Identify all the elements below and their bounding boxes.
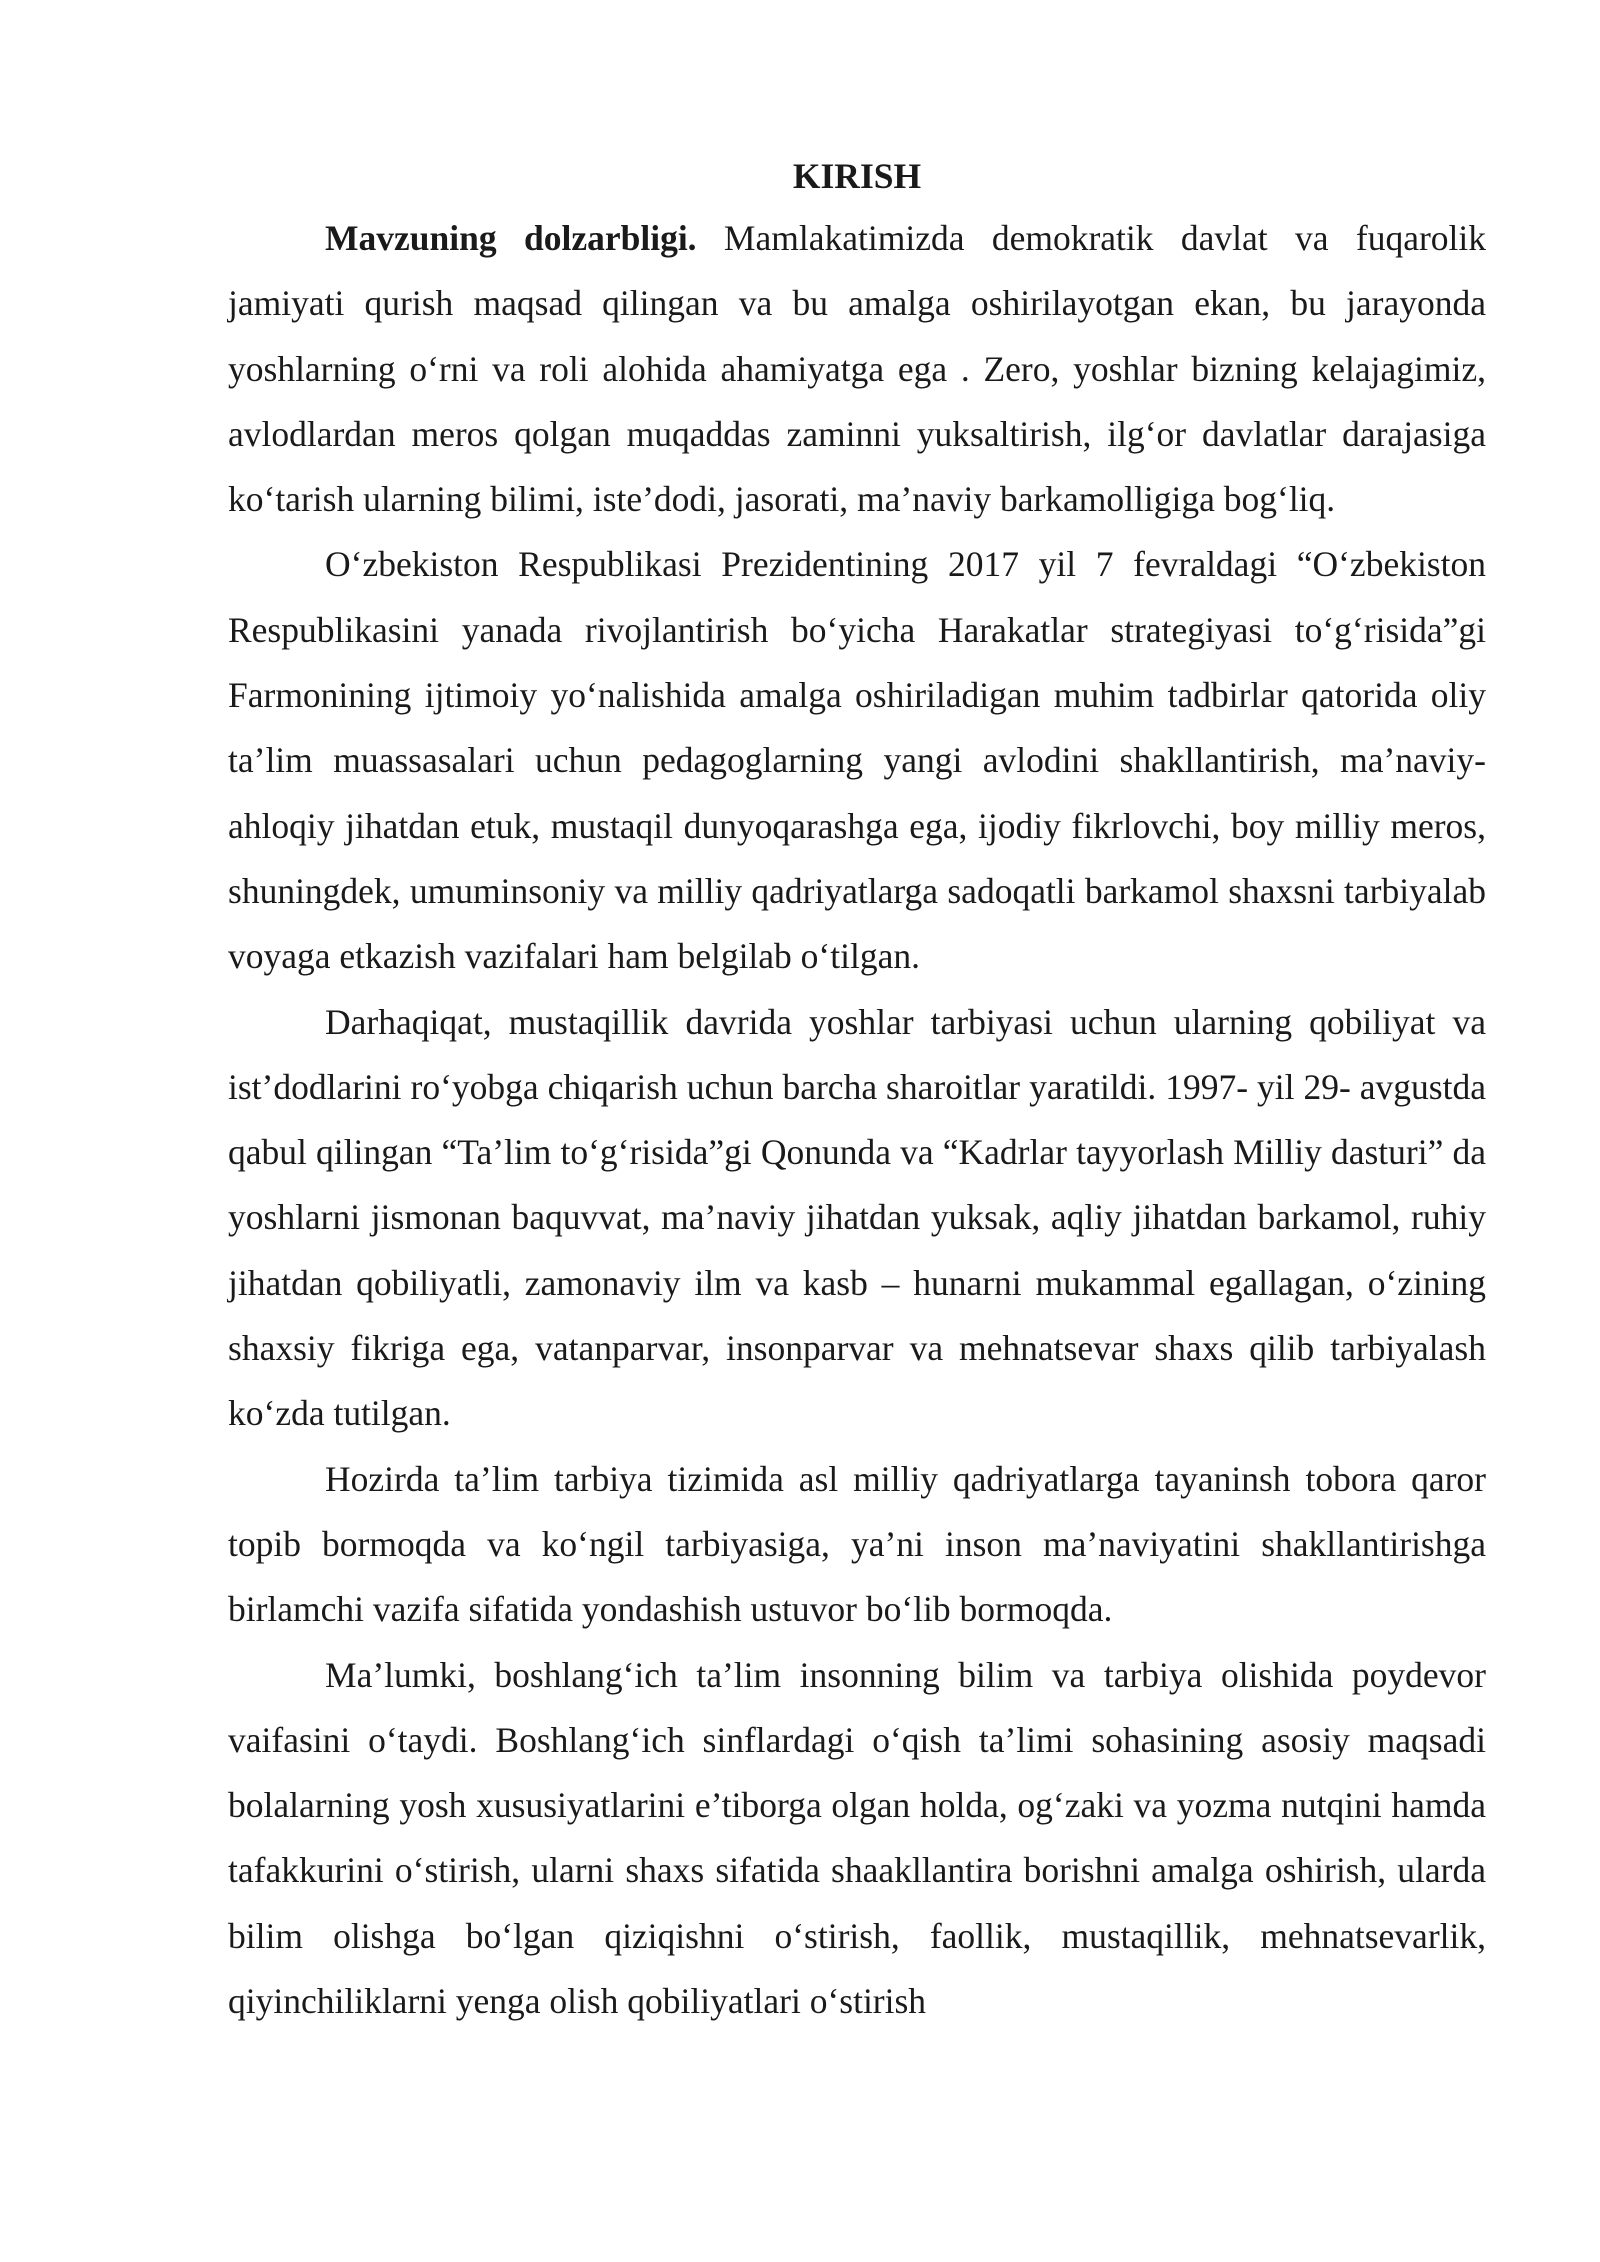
paragraph-text: Mamlakatimizda demokratik davlat va fuqarolik jamiyati qurish maqsad qilingan va bu amalga oshirilayotgan ekan, bu jarayonda yoshlarning o‘rni va roli alohida ahamiyatga ega . Zero, yoshlar bizning kelajagimiz, avlodlardan meros qolgan muqaddas zaminni yuksaltirish, ilg‘or davlatlar darajasiga ko‘tarish ularning bilimi, iste’dodi, jasorati, ma’naviy barkamolligiga bog‘liq. bbox=[228, 218, 1486, 520]
paragraph-text: Hozirda ta’lim tarbiya tizimida asl milliy qadriyatlarga tayaninsh tobora qaror topib bormoqda va ko‘ngil tarbiyasiga, ya’ni inson ma’naviyatini shakllantirishga birlamchi vazifa sifatida yondashish ustuvor bo‘lib bormoqda. bbox=[228, 1458, 1486, 1630]
document-body bbox=[228, 150, 1486, 2034]
page-title: KIRISH bbox=[792, 156, 922, 196]
paragraph-4 bbox=[228, 1447, 1486, 1643]
paragraph-text: O‘zbekiston Respublikasi Prezidentining 2017 yil 7 fevraldagi “O‘zbekiston Respublikasini yanada rivojlantirish bo‘yicha Harakatlar strategiyasi to‘g‘risida”gi Farmonining ijtimoiy yo‘nalishida amalga oshiriladigan muhim tadbirlar qatorida oliy ta’lim muassasalari uchun pedagoglarning yangi avlodini shakllantirish, ma’naviy-ahloqiy jihatdan etuk, mustaqil dunyoqarashga ega, ijodiy fikrlovchi, boy milliy meros, shuningdek, umuminsoniy va milliy qadriyatlarga sadoqatli barkamol shaxsni tarbiyalab voyaga etkazish vazifalari ham belgilab o‘tilgan. bbox=[228, 544, 1486, 977]
paragraph-2 bbox=[228, 532, 1486, 989]
paragraph-1 bbox=[228, 206, 1486, 532]
paragraph-3 bbox=[228, 990, 1486, 1447]
paragraph-text: Darhaqiqat, mustaqillik davrida yoshlar tarbiyasi uchun ularning qobiliyat va ist’dodlarini ro‘yobga chiqarish uchun barcha sharoitlar yaratildi. 1997- yil 29- avgustda qabul qilingan “Ta’lim to‘g‘risida”gi Qonunda va “Kadrlar tayyorlash Milliy dasturi” da yoshlarni jismonan baquvvat, ma’naviy jihatdan yuksak, aqliy jihatdan barkamol, ruhiy jihatdan qobiliyatli, zamonaviy ilm va kasb – hunarni mukammal egallagan, o‘zining shaxsiy fikriga ega, vatanparvar, insonparvar va mehnatsevar shaxs qilib tarbiyalash ko‘zda tutilgan. bbox=[228, 1001, 1486, 1434]
paragraph-lead: Mavzuning dolzarbligi. bbox=[325, 218, 697, 258]
paragraph-5 bbox=[228, 1643, 1486, 2035]
paragraph-text: Ma’lumki, boshlang‘ich ta’lim insonning bilim va tarbiya olishida poydevor vaifasini o‘taydi. Boshlang‘ich sinflardagi o‘qish ta’limi sohasining asosiy maqsadi bolalarning yosh xususiyatlarini e’tiborga olgan holda, og‘zaki va yozma nutqini hamda tafakkurini o‘stirish, ularni shaxs sifatida shaakllantira borishni amalga oshirish, ularda bilim olishga bo‘lgan qiziqishni o‘stirish, faollik, mustaqillik, mehnatsevarlik, qiyinchiliklarni yenga olish qobiliyatlari o‘stirish bbox=[228, 1654, 1486, 2022]
